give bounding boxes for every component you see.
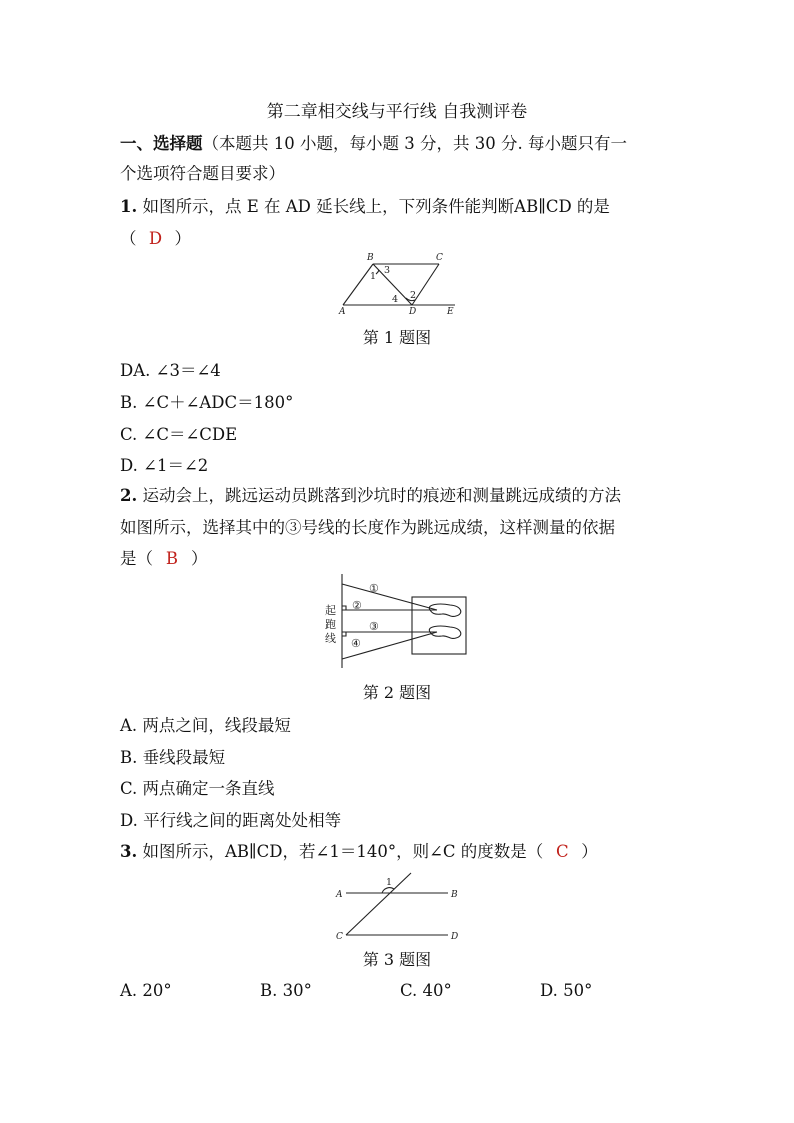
q1-angle-2: 2: [410, 290, 417, 301]
q2-label-3: ③: [369, 620, 379, 633]
q3-label-b: B: [451, 890, 458, 900]
q2-stem-line-1: [120, 482, 621, 506]
q2-caption: 第 2 题图: [362, 683, 432, 702]
q2-label-xian: 线: [325, 632, 336, 645]
q1-angle-1: 1: [370, 271, 377, 282]
q3-answer: C: [555, 842, 569, 861]
q1-caption: 第 1 题图: [362, 328, 432, 347]
q3-figure: [330, 868, 465, 944]
q1-label-b: B: [367, 253, 374, 263]
q3-angle-1: 1: [386, 877, 393, 888]
q1-answer: D: [148, 229, 163, 248]
q1-stem-line: [120, 193, 610, 217]
q3-label-d: D: [451, 932, 459, 942]
q2-label-1: ①: [369, 582, 379, 595]
q3-paren-close: ）: [581, 842, 598, 861]
q3-transversal: [346, 873, 411, 935]
q2-paren-close: ）: [191, 549, 208, 568]
q2-option-d: D. 平行线之间的距离处处相等: [120, 811, 342, 830]
q1-label-c: C: [436, 253, 443, 263]
q1-line-dc: [412, 264, 439, 305]
q3-option-c: C. 40°: [400, 981, 452, 1000]
q2-stem-2: 如图所示，选择其中的③号线的长度作为跳远成绩，这样测量的依据: [120, 518, 615, 537]
q3-option-d: D. 50°: [540, 981, 593, 1000]
q1-option-b: B. ∠C＋∠ADC＝180°: [120, 393, 294, 412]
q3-number: 3.: [120, 842, 138, 861]
q2-figure: [322, 572, 472, 670]
q2-option-b: B. 垂线段最短: [120, 748, 226, 767]
q1-option-c: C. ∠C＝∠CDE: [120, 425, 238, 444]
q2-answer: B: [165, 549, 179, 568]
q1-paren-open: （: [120, 229, 137, 248]
q1-stem: 如图所示，点 E 在 AD 延长线上，下列条件能判断AB∥CD 的是: [142, 197, 610, 216]
q1-answer-line: [120, 225, 191, 249]
q1-angle-3: 3: [384, 265, 391, 276]
q2-stem-1: 运动会上，跳远运动员跳落到沙坑时的痕迹和测量跳远成绩的方法: [142, 486, 621, 505]
section-heading: 一、选择题: [120, 134, 203, 153]
q1-label-d: D: [409, 307, 417, 317]
q1-label-a: A: [339, 307, 346, 317]
section-heading-line: [120, 130, 627, 154]
q2-stem-3: 是（: [120, 549, 153, 568]
q1-figure: [335, 250, 460, 320]
q1-arc: [376, 270, 379, 274]
q2-label-pao: 跑: [325, 618, 336, 631]
q1-option-d: D. ∠1＝∠2: [120, 456, 209, 475]
q2-right-angle-mark: [342, 606, 346, 610]
q1-number: 1.: [120, 197, 138, 216]
q2-label-4: ④: [351, 637, 361, 650]
q3-label-a: A: [336, 890, 343, 900]
q1-option-a: DA. ∠3＝∠4: [120, 361, 221, 380]
q2-stem-line-3: [120, 545, 208, 569]
q3-caption: 第 3 题图: [362, 950, 432, 969]
q3-option-b: B. 30°: [260, 981, 312, 1000]
q1-label-e: E: [447, 307, 454, 317]
page-title: 第二章相交线与平行线 自我测评卷: [266, 102, 528, 122]
q1-angle-4: 4: [392, 294, 399, 305]
q2-number: 2.: [120, 486, 138, 505]
q3-label-c: C: [336, 932, 343, 942]
q2-right-angle-mark: [342, 632, 346, 636]
q3-stem: 如图所示，AB∥CD，若∠1＝140°，则∠C 的度数是（: [142, 842, 544, 861]
q2-label-2: ②: [352, 599, 362, 612]
q2-label-qi: 起: [325, 604, 336, 617]
q3-stem-line: [120, 838, 598, 862]
section-description-cont: 个选项符合题目要求）: [120, 164, 285, 183]
section-description: （本题共 10 小题，每小题 3 分，共 30 分. 每小题只有一: [202, 134, 627, 153]
q1-line-ab: [343, 264, 373, 305]
q2-option-c: C. 两点确定一条直线: [120, 779, 275, 798]
q1-paren-close: ）: [174, 229, 191, 248]
q2-option-a: A. 两点之间，线段最短: [120, 716, 291, 735]
q3-option-a: A. 20°: [120, 981, 172, 1000]
